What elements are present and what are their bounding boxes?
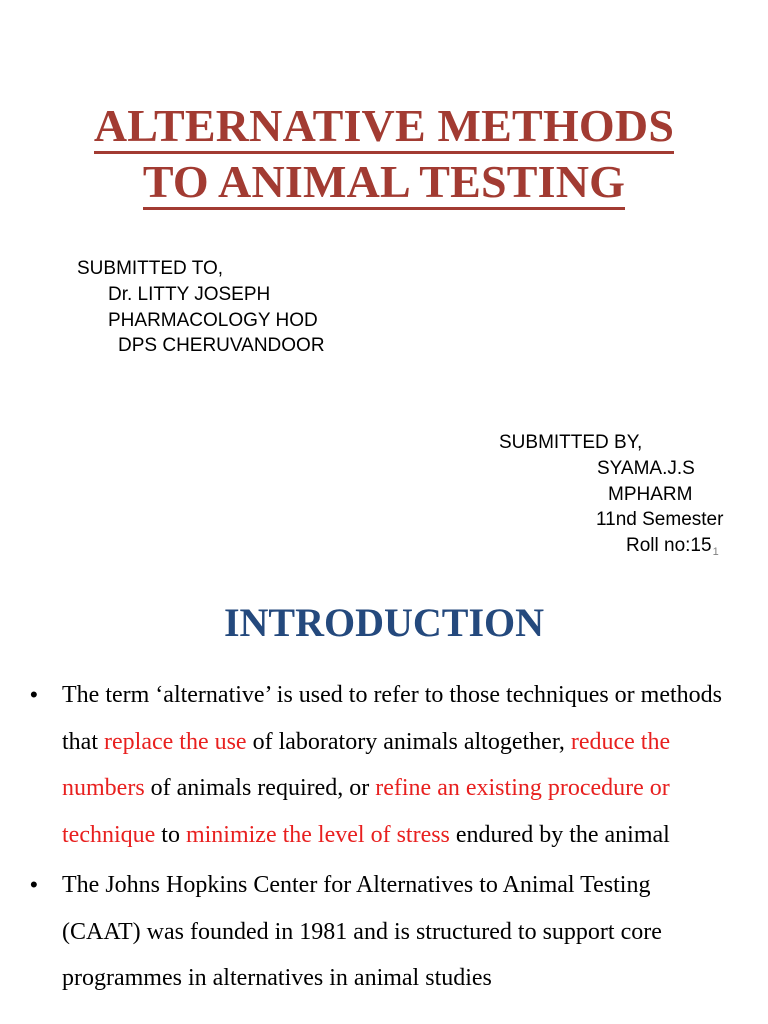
submitted-to-role: PHARMACOLOGY HOD bbox=[108, 310, 318, 331]
roll-number: Roll no:15 bbox=[626, 535, 712, 556]
highlighted-text: refine an existing procedure or technique bbox=[62, 775, 670, 848]
introduction-heading: INTRODUCTION bbox=[223, 600, 545, 645]
highlighted-text: minimize the level of stress bbox=[185, 821, 450, 848]
highlighted-text: reduce the numbers bbox=[62, 728, 671, 801]
submitted-by-semester: 11nd Semester bbox=[596, 509, 724, 530]
bullet-text: endured by the animal bbox=[449, 821, 670, 848]
submitted-to-institution: DPS CHERUVANDOOR bbox=[118, 335, 325, 356]
slide-title-line-1 bbox=[0, 98, 768, 154]
title-text-1: ALTERNATIVE METHODS bbox=[94, 100, 674, 154]
slide-title-line-2 bbox=[0, 154, 768, 210]
page-number: 1 bbox=[712, 546, 719, 558]
submitted-by-roll bbox=[626, 533, 719, 565]
bullet-text: to bbox=[155, 821, 186, 848]
submitted-by-label: SUBMITTED BY, bbox=[499, 432, 643, 453]
bullet-text: The Johns Hopkins Center for Alternatives to Animal Testing (CAAT) was founded in 1981 and is structured to support core programmes in alternatives in animal studies bbox=[62, 872, 662, 991]
highlighted-text: replace the use bbox=[104, 728, 247, 755]
submitted-to-name: Dr. LITTY JOSEPH bbox=[108, 284, 271, 305]
introduction-bullets bbox=[30, 672, 730, 1006]
bullet-text: of laboratory animals altogether, bbox=[246, 728, 571, 755]
bullet-item bbox=[30, 862, 730, 1002]
bullet-item bbox=[30, 672, 730, 858]
submitted-by-name: SYAMA.J.S bbox=[597, 458, 695, 479]
bullet-text: of animals required, or bbox=[144, 775, 376, 801]
bullet-text: The term ‘alternative’ is used to refer to those techniques or methods that bbox=[62, 682, 722, 755]
bullet-dot-icon: • bbox=[30, 872, 38, 897]
submitted-by-course: MPHARM bbox=[608, 484, 693, 505]
submitted-to-label: SUBMITTED TO, bbox=[77, 258, 224, 279]
bullet-dot-icon: • bbox=[30, 682, 38, 707]
title-text-2: TO ANIMAL TESTING bbox=[143, 156, 625, 210]
